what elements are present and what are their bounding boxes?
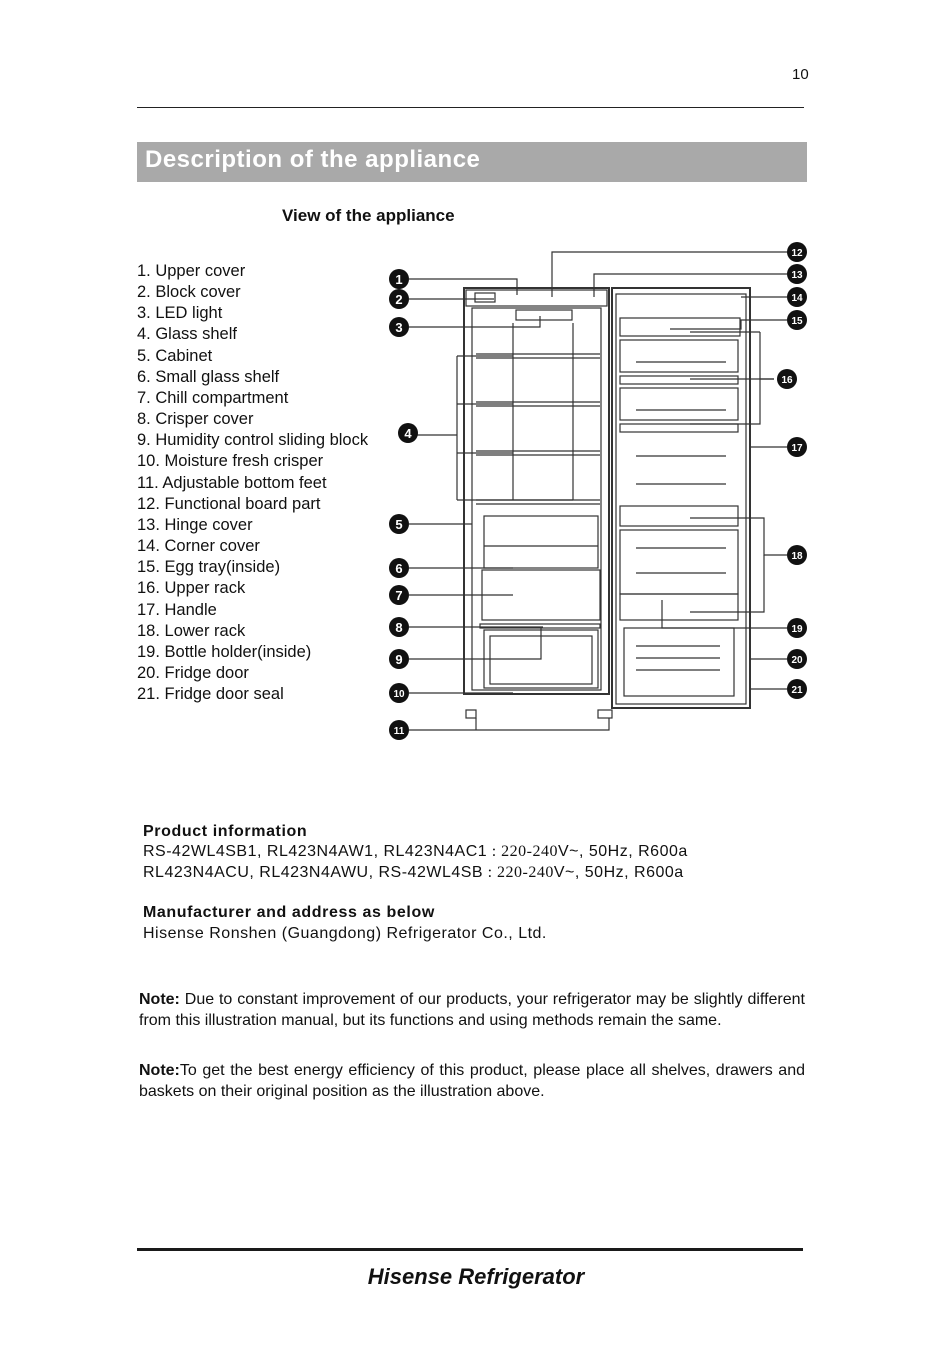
manufacturer-title: Manufacturer and address as below (143, 904, 435, 921)
power-rating: V~, 50Hz, R600a (557, 843, 688, 860)
svg-text:19: 19 (791, 624, 803, 635)
voltage-range: 220-240 (497, 864, 554, 881)
parts-list-item: 16. Upper rack (137, 579, 246, 598)
parts-list-item: 21. Fridge door seal (137, 685, 284, 704)
svg-text:8: 8 (395, 620, 403, 635)
parts-list-item: 9. Humidity control sliding block (137, 431, 369, 450)
callout-16 (777, 369, 797, 389)
parts-list-item: 5. Cabinet (137, 346, 213, 365)
voltage-range: 220-240 (501, 843, 558, 860)
callout-1 (389, 269, 409, 289)
parts-list-item: 20. Fridge door (137, 663, 249, 682)
parts-list (137, 261, 368, 705)
svg-text:12: 12 (791, 248, 803, 259)
fridge-drawing (464, 288, 750, 718)
svg-text:7: 7 (395, 588, 403, 603)
callout-6 (389, 558, 409, 578)
view-title: View of the appliance (282, 206, 455, 225)
footer-rule (137, 1248, 803, 1251)
parts-list-item: 1. Upper cover (137, 262, 246, 280)
product-models: RS-42WL4SB1, RL423N4AW1, RL423N4AC1 (143, 843, 488, 860)
svg-text:13: 13 (791, 270, 803, 281)
header-rule (137, 107, 804, 108)
svg-text:6: 6 (395, 561, 403, 576)
svg-text:15: 15 (791, 316, 803, 327)
parts-list-item: 3. LED light (137, 304, 223, 323)
product-models: RL423N4ACU, RL423N4AWU, RS-42WL4SB (143, 864, 484, 881)
callout-19 (787, 618, 807, 638)
parts-list-item: 6. Small glass shelf (137, 367, 280, 386)
callout-18 (787, 545, 807, 565)
callout-20 (787, 649, 807, 669)
svg-text:11: 11 (393, 726, 405, 737)
callout-5 (389, 514, 409, 534)
model-separator: : (483, 864, 498, 881)
note-paragraph (139, 1061, 805, 1102)
callout-7 (389, 585, 409, 605)
svg-text:4: 4 (404, 426, 412, 441)
svg-text:14: 14 (791, 293, 803, 304)
product-info-title: Product information (143, 823, 308, 840)
product-models-line-2 (143, 864, 684, 882)
callout-10 (389, 683, 409, 703)
callout-21 (787, 679, 807, 699)
svg-text:9: 9 (395, 652, 403, 667)
callout-14 (787, 287, 807, 307)
svg-text:2: 2 (395, 292, 403, 307)
callout-2 (389, 289, 409, 309)
note-text: Due to constant improvement of our products, your refrigerator may be slightly different from this illustration manual, but its functions and using methods remain the same. (139, 991, 805, 1029)
svg-text:16: 16 (781, 375, 793, 386)
callout-17 (787, 437, 807, 457)
parts-list-item: 17. Handle (137, 600, 217, 619)
parts-list-item: 11. Adjustable bottom feet (137, 473, 327, 492)
callout-3 (389, 317, 409, 337)
callout-12 (787, 242, 807, 262)
svg-text:21: 21 (791, 685, 803, 696)
svg-text:20: 20 (791, 655, 803, 666)
callout-11 (389, 720, 409, 740)
svg-text:3: 3 (395, 320, 403, 335)
parts-list-item: 4. Glass shelf (137, 325, 237, 344)
section-title: Description of the appliance (145, 146, 481, 173)
svg-text:1: 1 (395, 272, 403, 287)
appliance-diagram (380, 238, 820, 748)
parts-list-item: 7. Chill compartment (137, 388, 289, 407)
callout-4 (398, 423, 418, 443)
parts-list-item: 19. Bottle holder(inside) (137, 642, 312, 661)
parts-list-item: 13. Hinge cover (137, 515, 253, 534)
parts-list-item: 10. Moisture fresh crisper (137, 452, 324, 471)
callout-8 (389, 617, 409, 637)
product-models-line-1 (143, 843, 688, 861)
note-paragraph (139, 990, 805, 1031)
callout-9 (389, 649, 409, 669)
parts-list-item: 8. Crisper cover (137, 410, 254, 429)
power-rating: V~, 50Hz, R600a (553, 864, 684, 881)
model-separator: : (487, 843, 502, 860)
parts-list-item: 12. Functional board part (137, 494, 321, 513)
note-label: Note: (139, 1062, 180, 1079)
svg-text:17: 17 (791, 443, 803, 454)
parts-list-item: 18. Lower rack (137, 621, 246, 640)
manufacturer-address: Hisense Ronshen (Guangdong) Refrigerator Co., Ltd. (143, 925, 547, 942)
page-number: 10 (792, 66, 809, 83)
callout-15 (787, 310, 807, 330)
callout-13 (787, 264, 807, 284)
parts-list-item: 14. Corner cover (137, 537, 260, 556)
svg-text:10: 10 (393, 689, 405, 700)
svg-text:18: 18 (791, 551, 803, 562)
note-label: Note: (139, 991, 180, 1008)
parts-list-item: 2. Block cover (137, 283, 241, 302)
brand-footer: Hisense Refrigerator (367, 1264, 585, 1289)
svg-text:5: 5 (395, 517, 403, 532)
parts-list-item: 15. Egg tray(inside) (137, 558, 281, 577)
note-text: To get the best energy efficiency of this product, please place all shelves, drawers and baskets on their original position as the illustration above. (139, 1062, 805, 1100)
